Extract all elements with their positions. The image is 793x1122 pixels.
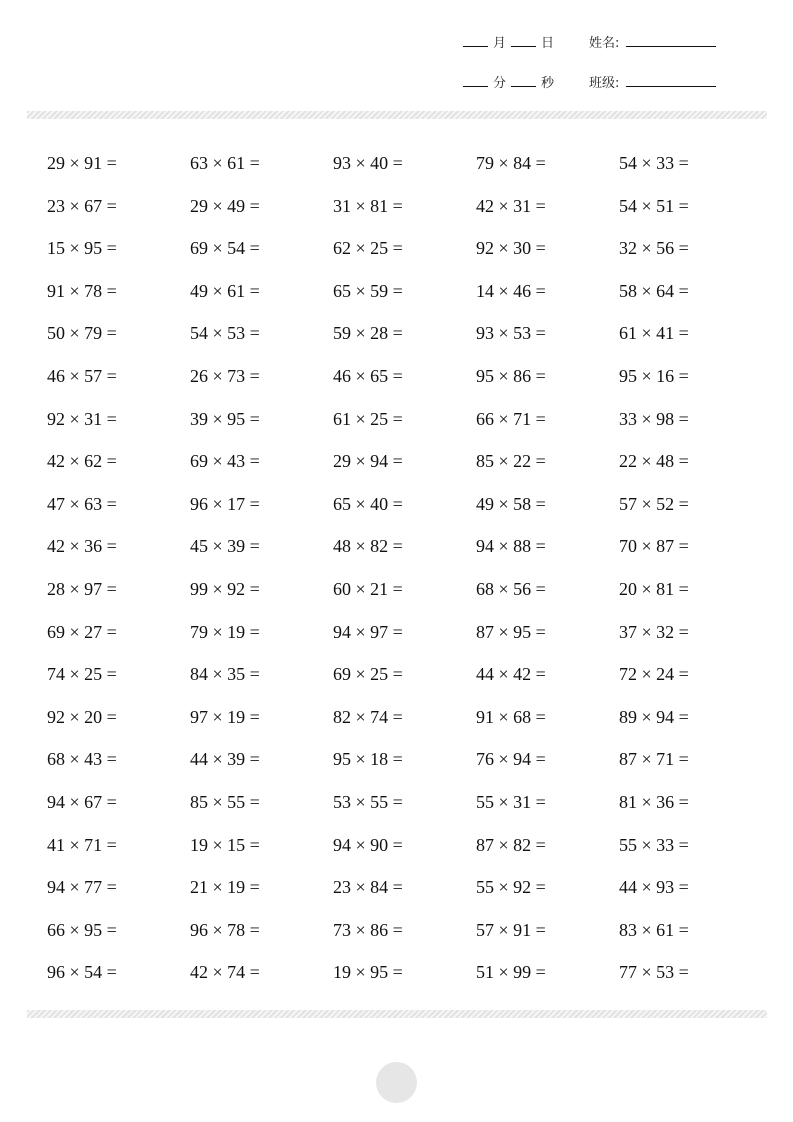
problem-item: 41 × 71 = <box>47 834 117 855</box>
problem-item: 44 × 42 = <box>476 664 546 685</box>
problem-item: 89 × 94 = <box>619 706 689 727</box>
problem-item: 45 × 39 = <box>190 536 260 557</box>
problem-item: 46 × 57 = <box>47 365 117 386</box>
page-indicator <box>376 1062 417 1103</box>
problem-item: 63 × 61 = <box>190 153 260 173</box>
problem-item: 50 × 79 = <box>47 323 117 344</box>
name-label: 姓名: <box>589 36 620 51</box>
problem-item: 69 × 43 = <box>190 451 260 472</box>
problem-item: 94 × 88 = <box>476 536 546 557</box>
class-label: 班级: <box>589 76 620 91</box>
problem-item: 29 × 94 = <box>333 451 403 472</box>
problem-item: 47 × 63 = <box>47 493 117 514</box>
problem-item: 31 × 81 = <box>333 195 403 216</box>
problem-item: 20 × 81 = <box>619 578 689 599</box>
problem-item: 96 × 78 = <box>190 919 260 940</box>
problem-item: 28 × 97 = <box>47 578 117 599</box>
day-blank[interactable] <box>511 46 536 47</box>
problem-item: 69 × 25 = <box>333 664 403 685</box>
problem-item: 66 × 95 = <box>47 919 117 940</box>
problem-item: 95 × 18 = <box>333 749 403 770</box>
problem-item: 26 × 73 = <box>190 365 260 386</box>
problem-item: 66 × 71 = <box>476 408 546 429</box>
minute-label: 分 <box>493 76 507 91</box>
problem-item: 68 × 43 = <box>47 749 117 770</box>
problem-item: 23 × 67 = <box>47 195 117 216</box>
problem-item: 93 × 53 = <box>476 323 546 344</box>
problem-item: 81 × 36 = <box>619 791 689 812</box>
problem-item: 32 × 56 = <box>619 238 689 259</box>
class-blank[interactable] <box>626 86 716 87</box>
problem-item: 94 × 77 = <box>47 877 117 898</box>
problem-item: 58 × 64 = <box>619 280 689 301</box>
problem-item: 42 × 31 = <box>476 195 546 216</box>
problem-item: 95 × 16 = <box>619 365 689 386</box>
problem-item: 85 × 22 = <box>476 451 546 472</box>
problem-item: 79 × 84 = <box>476 153 546 173</box>
problem-item: 79 × 19 = <box>190 621 260 642</box>
problem-item: 65 × 59 = <box>333 280 403 301</box>
problem-item: 83 × 61 = <box>619 919 689 940</box>
problem-item: 42 × 62 = <box>47 451 117 472</box>
problem-item: 22 × 48 = <box>619 451 689 472</box>
problem-item: 44 × 93 = <box>619 877 689 898</box>
problem-item: 39 × 95 = <box>190 408 260 429</box>
worksheet-header <box>0 0 793 110</box>
problem-item: 54 × 33 = <box>619 153 689 173</box>
problem-item: 57 × 52 = <box>619 493 689 514</box>
top-divider <box>27 111 767 119</box>
bottom-divider <box>27 1010 767 1018</box>
problem-item: 55 × 92 = <box>476 877 546 898</box>
problem-item: 94 × 97 = <box>333 621 403 642</box>
second-label: 秒 <box>541 76 555 91</box>
problem-item: 87 × 82 = <box>476 834 546 855</box>
problem-item: 19 × 95 = <box>333 962 403 983</box>
problem-item: 57 × 91 = <box>476 919 546 940</box>
problem-item: 51 × 99 = <box>476 962 546 983</box>
problem-item: 68 × 56 = <box>476 578 546 599</box>
problem-item: 37 × 32 = <box>619 621 689 642</box>
problem-item: 69 × 27 = <box>47 621 117 642</box>
problem-item: 19 × 15 = <box>190 834 260 855</box>
problem-item: 53 × 55 = <box>333 791 403 812</box>
problem-item: 97 × 19 = <box>190 706 260 727</box>
problem-item: 15 × 95 = <box>47 238 117 259</box>
problem-item: 87 × 95 = <box>476 621 546 642</box>
minute-blank[interactable] <box>463 86 488 87</box>
problem-item: 29 × 49 = <box>190 195 260 216</box>
problem-item: 48 × 82 = <box>333 536 403 557</box>
second-blank[interactable] <box>511 86 536 87</box>
problem-item: 87 × 71 = <box>619 749 689 770</box>
problem-item: 74 × 25 = <box>47 664 117 685</box>
day-label: 日 <box>541 36 555 51</box>
problem-item: 69 × 54 = <box>190 238 260 259</box>
problem-grid <box>47 148 762 1000</box>
problem-item: 42 × 36 = <box>47 536 117 557</box>
problem-item: 76 × 94 = <box>476 749 546 770</box>
problem-item: 61 × 41 = <box>619 323 689 344</box>
problem-item: 85 × 55 = <box>190 791 260 812</box>
problem-item: 94 × 90 = <box>333 834 403 855</box>
problem-item: 55 × 31 = <box>476 791 546 812</box>
problem-item: 55 × 33 = <box>619 834 689 855</box>
problem-item: 82 × 74 = <box>333 706 403 727</box>
problem-item: 91 × 68 = <box>476 706 546 727</box>
problem-item: 33 × 98 = <box>619 408 689 429</box>
problem-item: 99 × 92 = <box>190 578 260 599</box>
problem-item: 49 × 58 = <box>476 493 546 514</box>
problem-item: 54 × 51 = <box>619 195 689 216</box>
month-blank[interactable] <box>463 46 488 47</box>
problem-item: 61 × 25 = <box>333 408 403 429</box>
problem-item: 96 × 17 = <box>190 493 260 514</box>
problem-item: 70 × 87 = <box>619 536 689 557</box>
problem-item: 49 × 61 = <box>190 280 260 301</box>
problem-item: 44 × 39 = <box>190 749 260 770</box>
problem-item: 91 × 78 = <box>47 280 117 301</box>
problem-item: 65 × 40 = <box>333 493 403 514</box>
problem-item: 46 × 65 = <box>333 365 403 386</box>
problem-item: 94 × 67 = <box>47 791 117 812</box>
problem-item: 92 × 20 = <box>47 706 117 727</box>
problem-item: 59 × 28 = <box>333 323 403 344</box>
problem-item: 93 × 40 = <box>333 153 403 173</box>
problem-item: 14 × 46 = <box>476 280 546 301</box>
problem-item: 95 × 86 = <box>476 365 546 386</box>
problem-item: 92 × 30 = <box>476 238 546 259</box>
problem-item: 21 × 19 = <box>190 877 260 898</box>
problem-item: 84 × 35 = <box>190 664 260 685</box>
month-label: 月 <box>493 36 507 51</box>
problem-item: 92 × 31 = <box>47 408 117 429</box>
problem-item: 62 × 25 = <box>333 238 403 259</box>
problem-item: 73 × 86 = <box>333 919 403 940</box>
problem-item: 60 × 21 = <box>333 578 403 599</box>
problem-item: 29 × 91 = <box>47 153 117 173</box>
problem-item: 42 × 74 = <box>190 962 260 983</box>
problem-item: 54 × 53 = <box>190 323 260 344</box>
name-blank[interactable] <box>626 46 716 47</box>
problem-item: 23 × 84 = <box>333 877 403 898</box>
problem-item: 72 × 24 = <box>619 664 689 685</box>
problem-item: 96 × 54 = <box>47 962 117 983</box>
problem-item: 77 × 53 = <box>619 962 689 983</box>
